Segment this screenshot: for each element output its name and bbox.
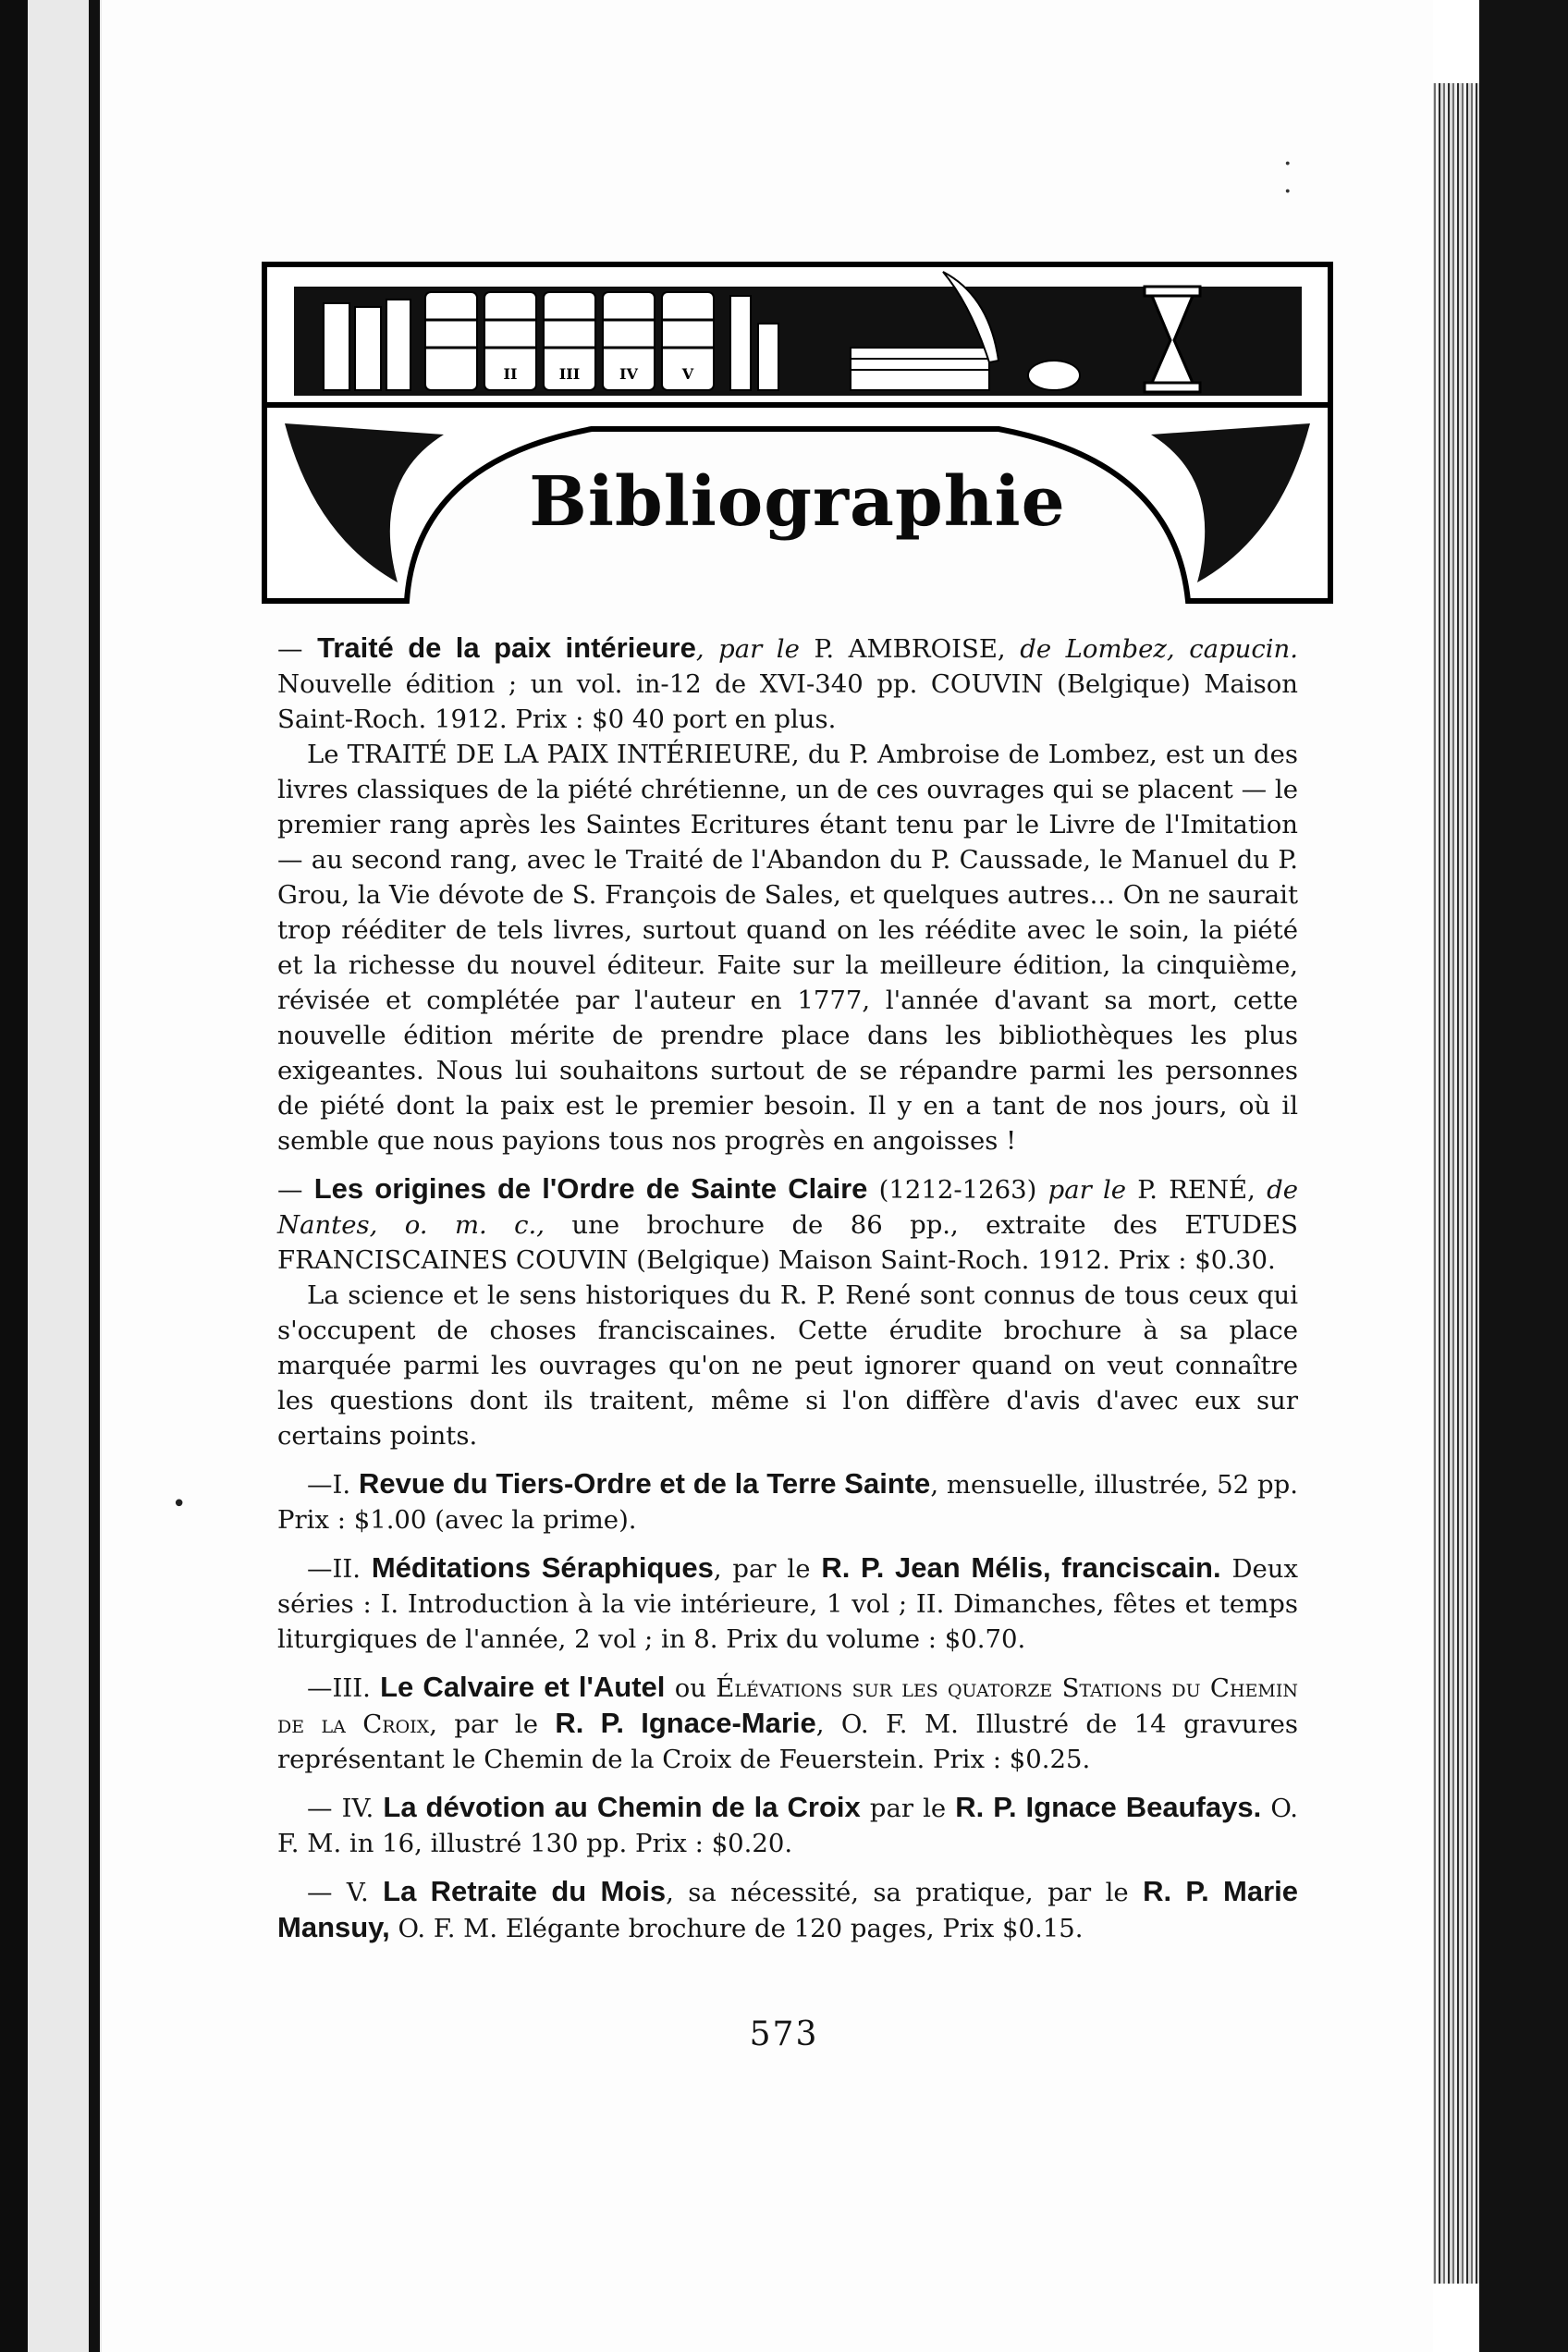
ornamental-header: [259, 259, 1336, 610]
book-title: La Retraite du Mois: [383, 1875, 667, 1907]
entry-subtitle: Élévations sur les quatorze Stations du Chemin de la Croix: [277, 1673, 1298, 1739]
entry-author: R. P. Ignace Beaufays.: [955, 1791, 1262, 1823]
book-title: Revue du Tiers-Ordre et de la Terre Sainte: [358, 1467, 931, 1500]
volume-label: IV: [619, 365, 638, 383]
entry-details: , mensuelle, illustrée, 52 pp. Prix : $1.00 (avec la prime).: [277, 1470, 1298, 1535]
list-item: [277, 1171, 1298, 1453]
scan-right-margin: [1479, 0, 1568, 2352]
entry-by: , par le: [713, 1554, 822, 1584]
volume-label: II: [503, 365, 518, 383]
entry-author-detail: de Lombez, capucin.: [1020, 634, 1298, 664]
scan-left-margin: [0, 0, 102, 2352]
volume-label: III: [558, 365, 581, 383]
entry-details: une brochure de 86 pp., extraite des ETUDES FRANCISCAINES COUVIN (Belgique) Maison Saint-Roch. 1912. Prix : $0.30.: [277, 1210, 1298, 1275]
entry-author-suffix: ,: [997, 634, 1021, 664]
entry-author: R. P. Ignace-Marie: [555, 1707, 816, 1739]
entry-details: Deux séries : I. Introduction à la vie intérieure, 1 vol ; II. Dimanches, fêtes et temps liturgiques de l'année, 2 vol ; in 8. Prix du volume : $0.70.: [277, 1554, 1298, 1654]
entry-dash: —III.: [307, 1673, 381, 1703]
entry-by: par le: [860, 1794, 956, 1823]
entry-author: R. P. Jean Mélis, franciscain.: [821, 1551, 1221, 1584]
margin-dot: •: [172, 1490, 187, 1518]
list-item: [277, 1550, 1298, 1657]
header-ornament-drawing: [259, 259, 1336, 610]
entry-dash: —: [277, 1175, 314, 1205]
list-item: [277, 1874, 1298, 1946]
entry-details: , O. F. M. Illustré de 14 gravures représentant le Chemin de la Croix de Feuerstein. Prix : $0.25.: [277, 1709, 1299, 1774]
entry-connector: , sa nécessité, sa pratique,: [666, 1878, 1048, 1907]
page-number: 573: [749, 2015, 819, 2053]
list-item: [277, 631, 1298, 1158]
entry-by: , par le: [429, 1709, 556, 1739]
entry-dash: —I.: [307, 1470, 359, 1500]
entry-review: La science et le sens historiques du R. P. René sont connus de tous ceux qui s'occupent de choses franciscaines. Cette érudite brochure à sa place marquée parmi les ouvrages qu'on ne peut ignorer quand on veut connaître les questions dont ils traitent, même si l'on diffère d'avis d'avec eux sur certains points.: [277, 1280, 1298, 1451]
margin-mark: ·: [1283, 148, 1292, 180]
entry-by: par le: [1047, 1175, 1138, 1205]
entry-author: P. AMBROISE: [814, 634, 998, 664]
entry-author-detail: de Nantes, o. m. c.,: [277, 1175, 1298, 1240]
volume-label: V: [681, 365, 694, 383]
facing-page-edge: [89, 0, 100, 2352]
entry-details: Nouvelle édition ; un vol. in-12 de XVI-340 pp. COUVIN (Belgique) Maison Saint-Roch. 1912. Prix : $0 40 port en plus.: [277, 669, 1298, 734]
entry-dash: — IV.: [307, 1794, 384, 1823]
entry-author: P. RENÉ,: [1137, 1175, 1256, 1205]
entry-review: Le TRAITÉ DE LA PAIX INTÉRIEURE, du P. Ambroise de Lombez, est un des livres classiques de la piété chrétienne, un de ces ouvrages qui se placent — le premier rang après les Saintes Ecritures étant tenu par le Livre de l'Imitation — au second rang, avec le Traité de l'Abandon du P. Caussade, le Manuel du P. Grou, la Vie dévote de S. François de Sales, et quelques autres… On ne saurait trop rééditer de tels livres, surtout quand on les réédite avec le soin, la piété et la richesse du nouvel éditeur. Faite sur la meilleure édition, la cinquième, révisée et complétée par l'auteur en 1777, l'année d'avant sa mort, cette nouvelle édition mérite de prendre place dans les bibliothèques les plus exigeantes. Nous lui souhaitons surtout de se répandre parmi les personnes de piété dont la paix est le premier besoin. Il y en a tant de nos jours, où il semble que nous payions tous nos progrès en angoisses !: [277, 740, 1298, 1156]
entry-details: O. F. M. in 16, illustré 130 pp. Prix : $0.20.: [277, 1794, 1299, 1858]
list-item: [277, 1670, 1298, 1777]
book-title: Le Calvaire et l'Autel: [380, 1671, 666, 1703]
entry-dates: (1212-1263): [867, 1175, 1048, 1205]
entry-author: R. P. Marie Mansuy,: [277, 1875, 1298, 1943]
book-title: Traité de la paix intérieure: [317, 631, 696, 664]
section-title: Bibliographie: [529, 462, 1066, 542]
entry-by: par le: [1047, 1878, 1144, 1907]
list-item: [277, 1790, 1298, 1861]
book-title: Les origines de l'Ordre de Sainte Claire: [313, 1172, 868, 1205]
binding-shadow: [0, 0, 28, 2352]
page-stack-edges: [1429, 83, 1479, 2284]
book-title: La dévotion au Chemin de la Croix: [383, 1791, 861, 1823]
margin-mark: ·: [1283, 176, 1292, 208]
entry-dash: —: [277, 634, 318, 664]
list-item: [277, 1466, 1298, 1537]
entry-dash: —II.: [307, 1554, 372, 1584]
entry-details: O. F. M. Elégante brochure de 120 pages, Prix $0.15.: [389, 1914, 1084, 1943]
entry-connector: ou: [665, 1673, 717, 1703]
entry-by: , par le: [695, 634, 815, 664]
book-title: Méditations Séraphiques: [371, 1551, 714, 1584]
bibliography-list: [277, 631, 1298, 1959]
entry-dash: — V.: [307, 1878, 384, 1907]
